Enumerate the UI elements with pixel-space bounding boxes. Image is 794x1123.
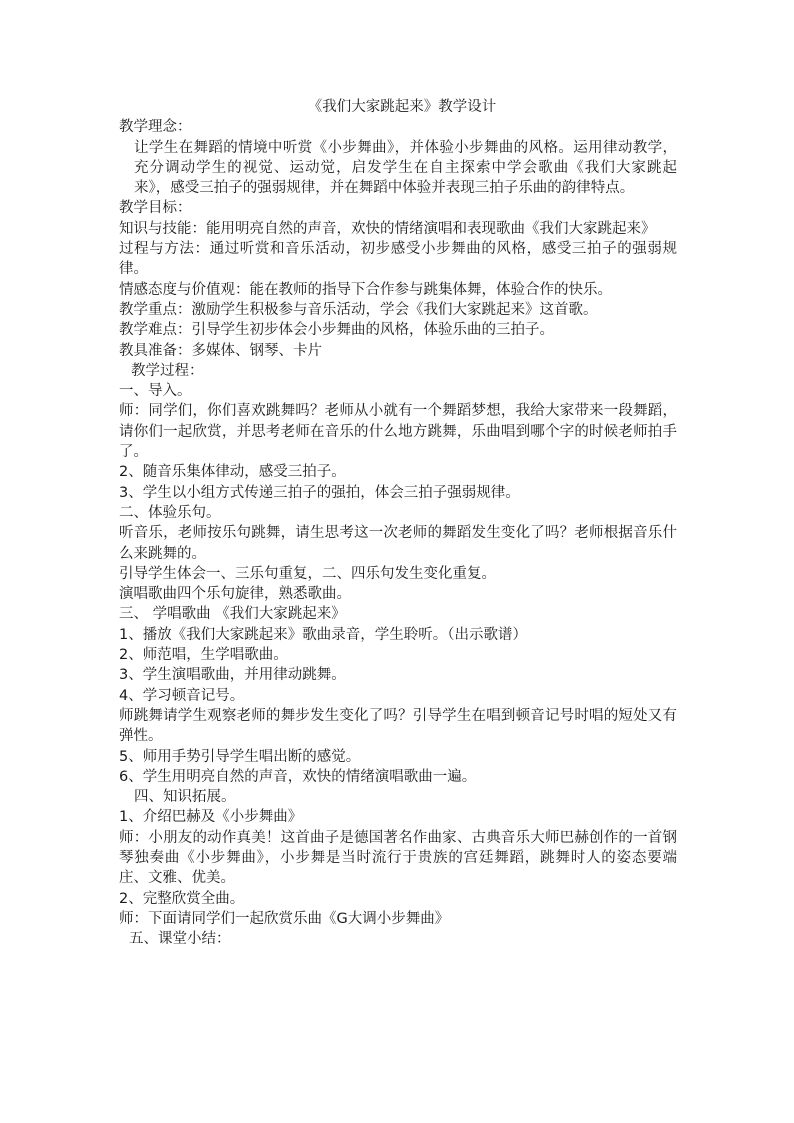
text-line: 5、师用手势引导学生唱出断的感觉。	[119, 748, 361, 765]
text-line: 引导学生体会一、三乐句重复，二、四乐句发生变化重复。	[119, 565, 496, 582]
text-line: 演唱歌曲四个乐句旋律，熟悉歌曲。	[119, 586, 351, 603]
paragraph: 师跳舞请学生观察老师的舞步发生变化了吗？引导学生在唱到顿音记号时唱的短处又有弹性。	[119, 707, 677, 745]
text-line: 2、完整欣赏全曲。	[119, 890, 245, 907]
text-line: 1、播放《我们大家跳起来》歌曲录音，学生聆听。（出示歌谱）	[119, 626, 527, 643]
text-line: 教具准备：多媒体、钢琴、卡片	[119, 342, 322, 359]
text-line: 情感态度与价值观：能在教师的指导下合作参与跳集体舞，体验合作的快乐。	[119, 281, 612, 298]
paragraph: 师：小朋友的动作真美！这首曲子是德国著名作曲家、古典音乐大师巴赫创作的一首钢琴独奏曲《小步舞曲》，小步舞是当时流行于贵族的宫廷舞蹈，跳舞时人的姿态要端庄、文雅、优美。	[119, 829, 677, 887]
paragraph: 师：同学们，你们喜欢跳舞吗？老师从小就有一个舞蹈梦想，我给大家带来一段舞蹈，请你们一起欣赏，并思考老师在音乐的什么地方跳舞，乐曲唱到哪个字的时候老师拍手了。	[119, 403, 677, 461]
text-line: 三、 学唱歌曲 《我们大家跳起来》	[119, 606, 346, 623]
text-line: 6、学生用明亮自然的声音，欢快的情绪演唱歌曲一遍。	[119, 768, 477, 785]
text-line: 3、学生演唱歌曲，并用律动跳舞。	[119, 667, 346, 684]
document-lines	[119, 117, 677, 949]
text-line: 4、学习顿音记号。	[119, 687, 245, 704]
text-line: 1、介绍巴赫及《小步舞曲》	[119, 809, 303, 826]
text-line: 教学重点：激励学生积极参与音乐活动，学会《我们大家跳起来》这首歌。	[119, 301, 598, 318]
document-body	[119, 97, 677, 949]
text-line: 一、导入。	[119, 383, 192, 400]
text-line: 教学理念：	[119, 119, 192, 136]
paragraph: 过程与方法：通过听赏和音乐活动，初步感受小步舞曲的风格，感受三拍子的强弱规律。	[119, 241, 677, 278]
text-line: 教学难点：引导学生初步体会小步舞曲的风格，体验乐曲的三拍子。	[119, 322, 554, 339]
text-line: 教学过程：	[131, 362, 204, 379]
text-line: 四、知识拓展。	[134, 789, 236, 806]
paragraph: 听音乐，老师按乐句跳舞，请生思考这一次老师的舞蹈发生变化了吗？老师根据音乐什么来跳舞的。	[119, 525, 677, 562]
text-line: 师：下面请同学们一起欣赏乐曲《G大调小步舞曲》	[119, 910, 450, 927]
text-line: 2、师范唱，生学唱歌曲。	[119, 647, 288, 664]
text-line: 教学目标：	[119, 200, 192, 217]
text-line: 2、随音乐集体律动，感受三拍子。	[119, 464, 346, 481]
text-line: 二、体验乐句。	[119, 504, 221, 521]
text-line: 3、学生以小组方式传递三拍子的强拍，体会三拍子强弱规律。	[119, 484, 520, 501]
paragraph: 让学生在舞蹈的情境中听赏《小步舞曲》，并体验小步舞曲的风格。运用律动教学，充分调动学生的视觉、运动觉，启发学生在自主探索中学会歌曲《我们大家跳起来》，感受三拍子的强弱规律，并在舞蹈中体验并表现三拍子乐曲的韵律特点。	[134, 139, 677, 197]
text-line: 五、课堂小结：	[129, 931, 231, 948]
paragraph: 知识与技能：能用明亮自然的声音，欢快的情绪演唱和表现歌曲《我们大家跳起来》	[119, 220, 656, 237]
document-title: 《我们大家跳起来》教学设计	[307, 99, 497, 115]
